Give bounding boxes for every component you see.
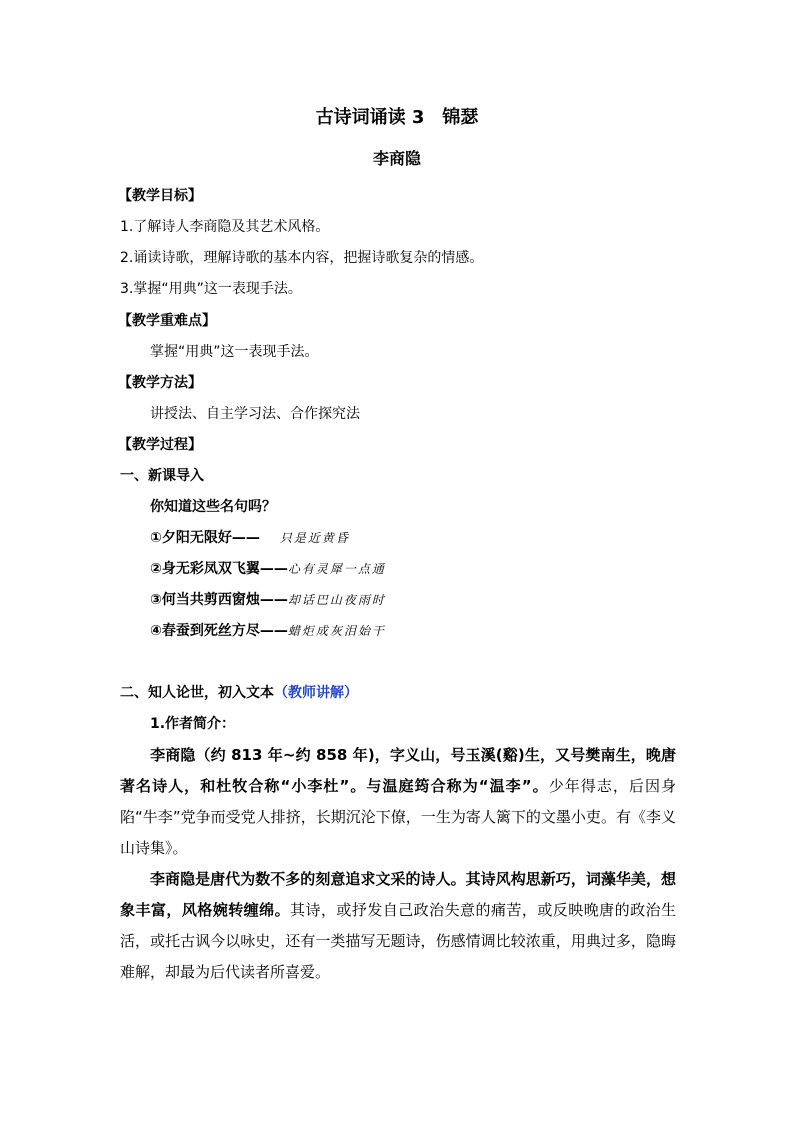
document-title: 古诗词诵读 3 锦瑟	[315, 107, 479, 128]
verse-line-3	[150, 590, 386, 610]
objectives-heading: 【教学目标】	[118, 188, 202, 204]
verse-second-4: 蜡炬成灰泪始干	[287, 624, 386, 638]
author-bio-bold: 李商隐（约 813 年~约 858 年)，字义山，号玉溪(谿)生，又号樊南生，晚唐著名诗人，和杜牧合称“小李杜”。与温庭筠合称为“温李”。	[120, 746, 676, 795]
objective-item-2: 2.诵读诗歌，理解诗歌的基本内容，把握诗歌复杂的情感。	[120, 250, 484, 266]
methods-text: 讲授法、自主学习法、合作探究法	[150, 406, 360, 422]
part2-heading-note: （教师讲解）	[274, 685, 358, 701]
author-style-normal: 其诗，或抒发自己政治失意的痛苦，或反映晚唐的政治生活，或托古讽今以咏史，还有一类描写无题诗，伤感情调比较浓重，用典过多，隐晦难解，却最为后代读者所喜爱。	[120, 901, 676, 981]
keypoints-text: 掌握“用典”这一表现手法。	[150, 344, 319, 360]
verse-second-2: 心有灵犀一点通	[287, 562, 386, 576]
part2-heading-text: 二、知人论世，初入文本	[120, 685, 274, 701]
verse-first-4: ④春蚕到死丝方尽——	[150, 623, 288, 639]
verse-second-1: 只是近黄昏	[279, 531, 350, 545]
part2-heading	[120, 683, 358, 703]
verse-first-1: ①夕阳无限好——	[150, 530, 260, 546]
author-style-bold: 李商隐是唐代为数不多的刻意追求文采的诗人。其诗风构思新巧，词藻华美，想象丰富，风格婉转缠绵。	[120, 870, 676, 919]
author-style-paragraph	[120, 864, 676, 988]
verse-line-1	[150, 528, 350, 548]
objective-item-3: 3.掌握“用典”这一表现手法。	[120, 281, 302, 297]
verse-first-3: ③何当共剪西窗烛——	[150, 592, 288, 608]
verse-line-2	[150, 559, 386, 579]
objective-item-1: 1.了解诗人李商隐及其艺术风格。	[120, 219, 330, 235]
part1-heading: 一、新课导入	[120, 468, 204, 484]
part2-subheading: 1.作者简介：	[150, 716, 236, 732]
author-bio-paragraph	[120, 740, 676, 864]
author-bio-normal: 少年得志，后因身陷“牛李”党争而受党人排挤，长期沉沦下僚，一生为寄人篱下的文墨小吏。有《李义山诗集》。	[120, 777, 676, 857]
verse-second-3: 却话巴山夜雨时	[287, 593, 386, 607]
part1-question: 你知道这些名句吗？	[150, 499, 276, 515]
verse-line-4	[150, 621, 386, 641]
methods-heading: 【教学方法】	[118, 375, 202, 391]
process-heading: 【教学过程】	[118, 437, 202, 453]
document-author: 李商隐	[372, 149, 421, 168]
verse-first-2: ②身无彩凤双飞翼——	[150, 561, 288, 577]
keypoints-heading: 【教学重难点】	[118, 313, 216, 329]
